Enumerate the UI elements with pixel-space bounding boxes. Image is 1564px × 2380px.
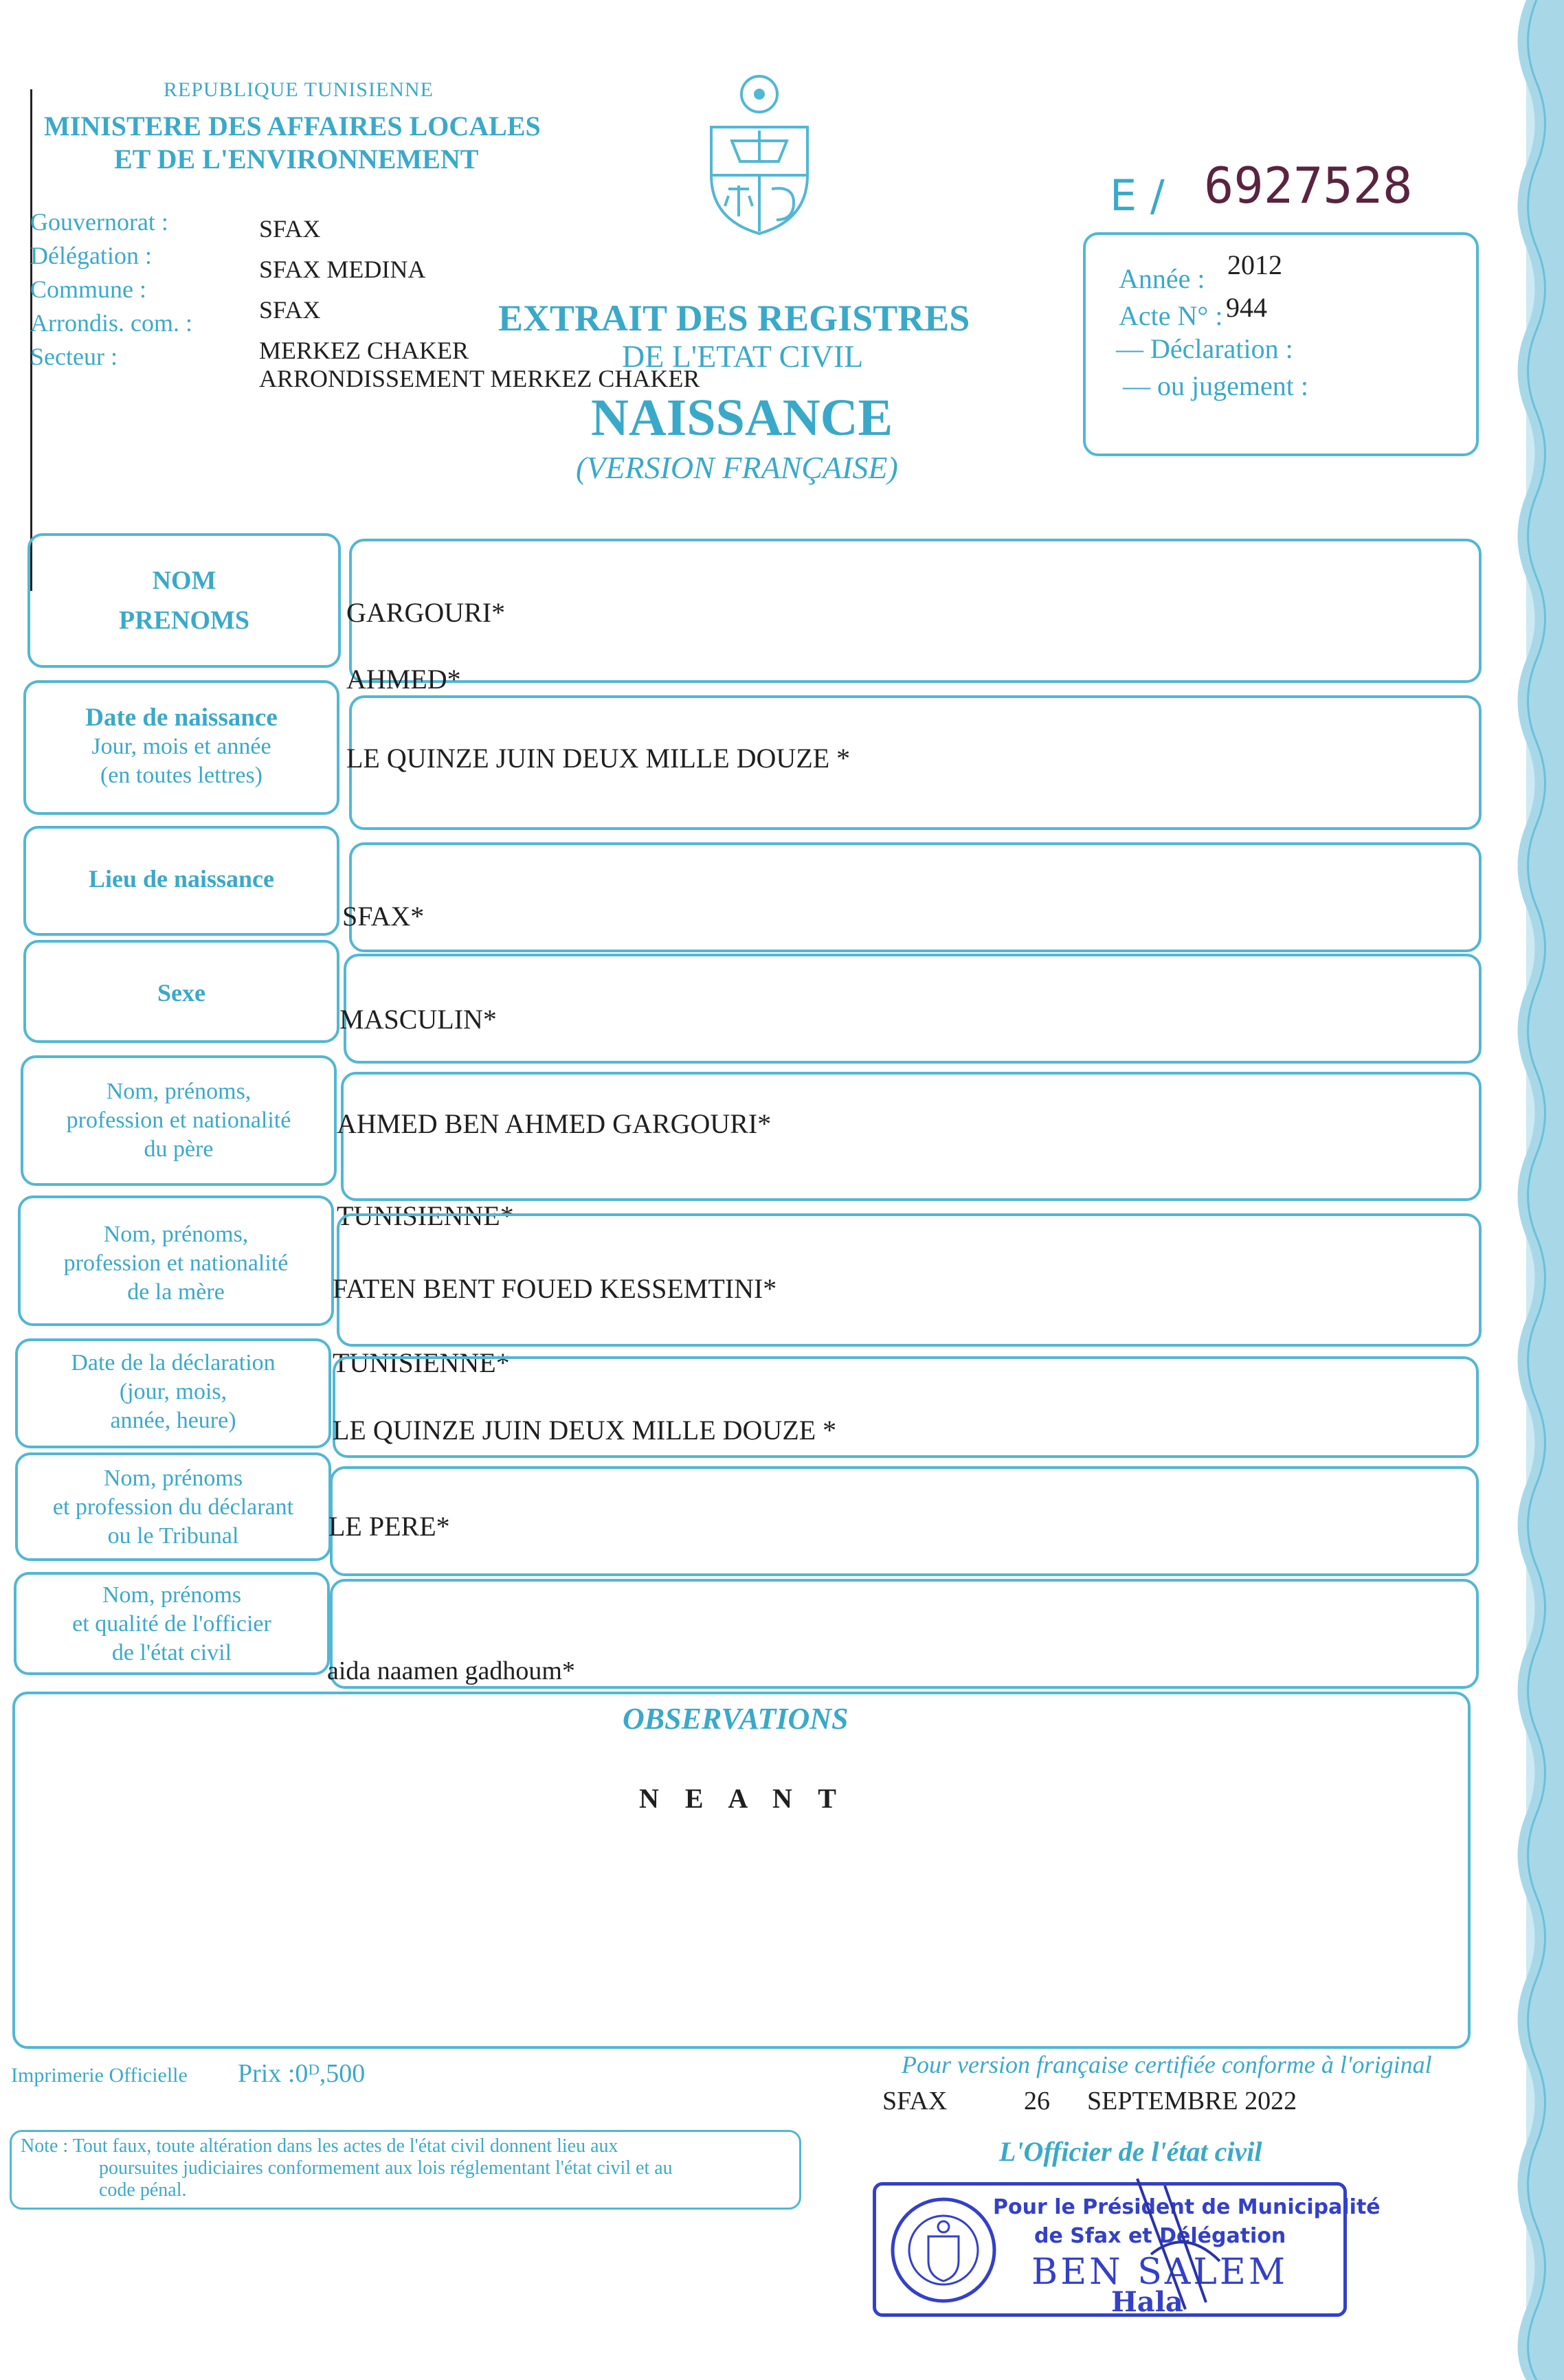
stamp-line1: Pour le Président de Municipalité bbox=[993, 2195, 1381, 2219]
location-labels bbox=[30, 203, 192, 376]
dob-label bbox=[23, 695, 339, 798]
annee-label: Année : bbox=[1119, 263, 1205, 294]
nom-value-box bbox=[349, 539, 1482, 683]
sexe-label: Sexe bbox=[157, 979, 205, 1007]
mere-label-3: de la mère bbox=[127, 1279, 225, 1305]
declarant-label-2: et profession du déclarant bbox=[52, 1494, 294, 1520]
stamp-seal-icon bbox=[889, 2195, 998, 2305]
mere-nationality: TUNISIENNE* bbox=[333, 1347, 510, 1378]
observations-value: N E A N T bbox=[639, 1783, 846, 1814]
official-stamp bbox=[873, 2182, 1381, 2318]
secteur-value: ARRONDISSEMENT MERKEZ CHAKER bbox=[259, 365, 700, 392]
jugement-label: — ou jugement : bbox=[1123, 370, 1308, 401]
imprimerie-label: Imprimerie Officielle bbox=[11, 2064, 188, 2087]
note-line1: Note : Tout faux, toute altération dans les actes de l'état civil donnent lieu aux bbox=[21, 2135, 618, 2157]
ministry-line1: MINISTERE DES AFFAIRES LOCALES bbox=[44, 111, 541, 142]
officier-label-1: Nom, prénoms bbox=[102, 1582, 242, 1608]
pere-label-3: du père bbox=[144, 1136, 214, 1162]
secteur-label: Secteur : bbox=[30, 343, 118, 370]
officier-label-2: et qualité de l'officier bbox=[72, 1611, 271, 1637]
mere-label-2: profession et nationalité bbox=[63, 1250, 289, 1276]
annee-value: 2012 bbox=[1227, 249, 1282, 280]
declarant-value: LE PERE* bbox=[328, 1511, 450, 1542]
commune-value: SFAX bbox=[259, 296, 321, 324]
decl-label bbox=[15, 1344, 331, 1440]
decl-value: LE QUINZE JUIN DEUX MILLE DOUZE * bbox=[333, 1415, 837, 1446]
mere-label-1: Nom, prénoms, bbox=[103, 1222, 249, 1247]
arrondissement-value: MERKEZ CHAKER bbox=[259, 337, 469, 364]
dob-value: LE QUINZE JUIN DEUX MILLE DOUZE * bbox=[346, 743, 851, 774]
stamp-line4: Hala bbox=[1111, 2286, 1183, 2318]
officier-label-3: de l'état civil bbox=[111, 1640, 232, 1665]
dob-label-2: Jour, mois et année bbox=[91, 734, 271, 759]
title-line1: EXTRAIT DES REGISTRES bbox=[498, 298, 970, 339]
acte-value: 944 bbox=[1226, 292, 1267, 323]
nom-label-box bbox=[27, 533, 341, 668]
dob-label-3: (en toutes lettres) bbox=[100, 763, 263, 788]
lieu-label: Lieu de naissance bbox=[88, 865, 275, 892]
pere-label bbox=[21, 1069, 337, 1172]
lieu-value-box bbox=[349, 842, 1482, 952]
declaration-label: — Déclaration : bbox=[1116, 333, 1293, 364]
title-version: (VERSION FRANÇAISE) bbox=[576, 450, 898, 485]
nom-label: NOM bbox=[152, 566, 216, 595]
gouvernorat-label: Gouvernorat : bbox=[30, 208, 168, 236]
prix-label: Prix :0ᴰ,500 bbox=[238, 2059, 366, 2088]
sexe-value: MASCULIN* bbox=[339, 1004, 497, 1035]
decl-label-2: (jour, mois, bbox=[119, 1379, 227, 1404]
prenoms-value: AHMED* bbox=[346, 664, 461, 695]
title-naissance: NAISSANCE bbox=[591, 389, 893, 447]
pere-label-1: Nom, prénoms, bbox=[106, 1079, 252, 1104]
sexe-value-box bbox=[344, 954, 1482, 1064]
title-line2: DE L'ETAT CIVIL bbox=[622, 339, 864, 374]
date-day: 26 bbox=[1024, 2087, 1050, 2115]
declarant-label bbox=[15, 1459, 331, 1556]
decl-label-3: année, heure) bbox=[110, 1408, 236, 1433]
gouvernorat-value: SFAX bbox=[259, 215, 321, 243]
mere-value: FATEN BENT FOUED KESSEMTINI* bbox=[333, 1273, 777, 1304]
pere-label-2: profession et nationalité bbox=[66, 1108, 291, 1133]
declarant-label-3: ou le Tribunal bbox=[107, 1523, 239, 1549]
note-text bbox=[21, 2135, 673, 2201]
prenoms-label: PRENOMS bbox=[119, 606, 249, 635]
declarant-label-1: Nom, prénoms bbox=[103, 1466, 243, 1491]
date-month-year: SEPTEMBRE 2022 bbox=[1087, 2087, 1297, 2115]
observations-title: OBSERVATIONS bbox=[623, 1702, 849, 1736]
observations-box bbox=[12, 1692, 1471, 2049]
delegation-value: SFAX MEDINA bbox=[259, 256, 426, 283]
ministry-line2: ET DE L'ENVIRONNEMENT bbox=[114, 144, 479, 175]
mere-label bbox=[18, 1212, 334, 1315]
note-line3: code pénal. bbox=[99, 2179, 187, 2201]
lieu-value: SFAX* bbox=[342, 901, 425, 932]
pere-value: AHMED BEN AHMED GARGOURI* bbox=[337, 1108, 772, 1139]
declarant-value-box bbox=[330, 1466, 1479, 1576]
stamp-line3: BEN SALEM bbox=[1031, 2252, 1288, 2293]
delegation-label: Délégation : bbox=[30, 242, 152, 269]
officier-label bbox=[14, 1576, 330, 1672]
dob-label-1: Date de naissance bbox=[85, 704, 278, 732]
officier-title: L'Officier de l'état civil bbox=[999, 2136, 1262, 2167]
republic-label: REPUBLIQUE TUNISIENNE bbox=[164, 78, 434, 101]
commune-label: Commune : bbox=[30, 276, 146, 303]
acte-label: Acte N° : bbox=[1119, 300, 1223, 331]
serial-prefix: E / bbox=[1110, 170, 1165, 221]
signature-icon bbox=[1124, 2172, 1233, 2323]
date-city: SFAX bbox=[882, 2087, 948, 2115]
nom-value: GARGOURI* bbox=[346, 597, 506, 628]
note-line2: poursuites judiciaires conformement aux lois réglementant l'état civil et au bbox=[99, 2157, 673, 2179]
arrondissement-label: Arrondis. com. : bbox=[30, 309, 192, 337]
security-strip bbox=[1495, 0, 1564, 2380]
certifiee-label: Pour version française certifiée conforme à l'original bbox=[902, 2051, 1432, 2078]
coat-of-arms-icon bbox=[691, 72, 828, 237]
officier-value: aida naamen gadhoum* bbox=[327, 1657, 575, 1685]
serial-number: 6927528 bbox=[1204, 157, 1413, 214]
pere-nationality: TUNISIENNE* bbox=[337, 1200, 514, 1231]
decl-label-1: Date de la déclaration bbox=[71, 1350, 276, 1376]
stamp-line2: de Sfax et Délégation bbox=[1034, 2224, 1286, 2248]
